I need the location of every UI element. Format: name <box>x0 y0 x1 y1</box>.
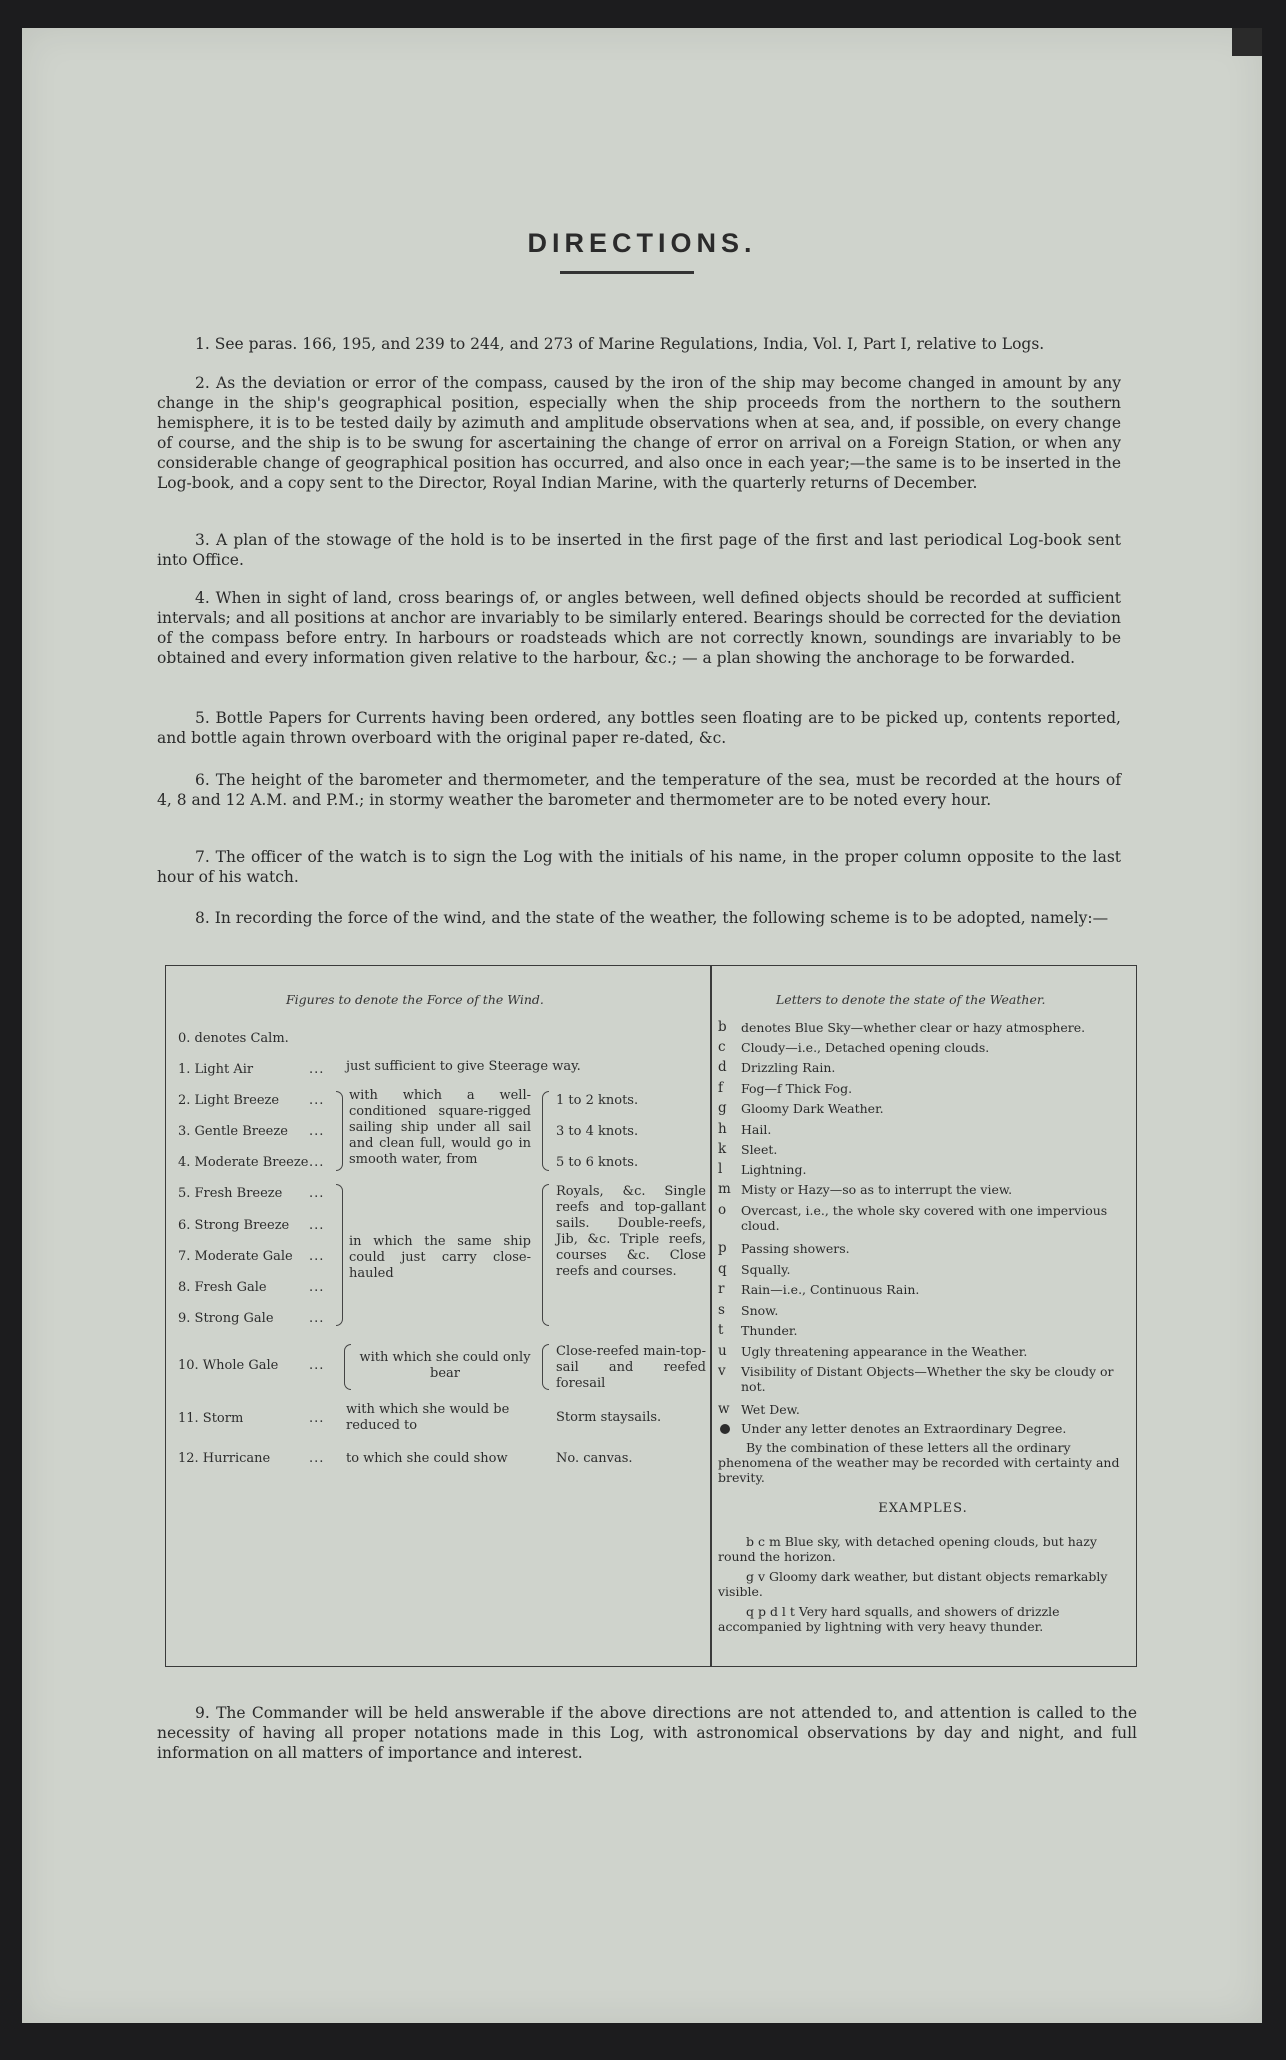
leader-dots: ... <box>309 1451 325 1466</box>
weather-letter: l <box>718 1161 723 1177</box>
leader-dots: ... <box>309 1155 325 1170</box>
weather-column-heading: Letters to denote the state of the Weather. <box>776 992 1046 1007</box>
example-1: b c m Blue sky, with detached opening clouds, but hazy round the horizon. <box>718 1534 1097 1564</box>
leader-dots: ... <box>309 1280 325 1295</box>
paragraph-3: 3. A plan of the stowage of the hold is to be inserted in the first page of the first and last periodical Log-book sent into Office. <box>157 531 1121 569</box>
sails-12: No. canvas. <box>556 1451 633 1466</box>
weather-text: Rain—i.e., Continuous Rain. <box>741 1282 920 1297</box>
filled-dot-icon <box>720 1424 730 1434</box>
paragraph-4: 4. When in sight of land, cross bearings of, or angles between, well defined objects should be recorded at sufficient intervals; and all positions at anchor are invariably to be similarly entered. Bearings should be corrected for the deviation of the compass before entry. In harbours or roadsteads which are not correctly known, soundings are invariably to be obtained and every information given relative to the harbour, &c.; — a plan showing the anchorage to be forwarded. <box>157 589 1121 667</box>
wind-row-3: 3. Gentle Breeze <box>178 1124 288 1139</box>
paragraph-6: 6. The height of the barometer and thermometer, and the temperature of the sea, must be recorded at the hours of 4, 8 and 12 A.M. and P.M.; in stormy weather the barometer and thermometer are to be noted every hour. <box>157 771 1121 809</box>
weather-text: denotes Blue Sky—whether clear or hazy atmosphere. <box>741 1020 1086 1035</box>
weather-letter: k <box>718 1141 727 1157</box>
weather-text: Cloudy—i.e., Detached opening clouds. <box>741 1040 990 1055</box>
leader-dots: ... <box>309 1062 325 1077</box>
weather-text: Squally. <box>741 1262 791 1277</box>
weather-letter: f <box>718 1080 723 1096</box>
examples-heading: EXAMPLES. <box>878 1501 968 1516</box>
weather-text: Overcast, i.e., the whole sky covered with one impervious cloud. <box>741 1203 1108 1233</box>
paragraph-2: 2. As the deviation or error of the compass, caused by the iron of the ship may become changed in amount by any change in the ship's geographical position, especially when the ship proceeds from the northern to the southern hemisphere, it is to be tested daily by azimuth and amplitude observations when at sea, and, if possible, on every change of course, and the ship is to be swung for ascertaining the change of error on arrival on a Foreign Station, or when any considerable change of geographical position has occurred, and also once in each year;—the same is to be inserted in the Log-book, and a copy sent to the Director, Royal Indian Marine, with the quarterly returns of December. <box>157 374 1121 492</box>
leader-dots: ... <box>309 1218 325 1233</box>
wind-row-9: 9. Strong Gale <box>178 1311 274 1326</box>
brace <box>542 1184 549 1326</box>
combination-note: By the combination of these letters all the ordinary phenomena of the weather may be recorded with certainty and brevity. <box>718 1440 1120 1485</box>
brace <box>344 1344 351 1390</box>
paragraph-7: 7. The officer of the watch is to sign the Log with the initials of his name, in the proper column opposite to the last hour of his watch. <box>157 848 1121 886</box>
weather-letter: s <box>718 1302 725 1318</box>
paragraph-5: 5. Bottle Papers for Currents having been ordered, any bottles seen floating are to be picked up, contents reported, and bottle again thrown overboard with the original paper re-dated, &c. <box>157 709 1121 747</box>
wind-row-7: 7. Moderate Gale <box>178 1249 293 1264</box>
leader-dots: ... <box>309 1411 325 1426</box>
brace <box>336 1184 343 1326</box>
speed-3-4: 3 to 4 knots. <box>556 1124 639 1139</box>
leader-dots: ... <box>309 1358 325 1373</box>
speed-5-6: 5 to 6 knots. <box>556 1155 639 1170</box>
page-corner-tab <box>1232 28 1262 56</box>
sails-10: Close-reefed main-top-sail and reefed foresail <box>556 1344 707 1391</box>
weather-letter: m <box>718 1181 731 1197</box>
wind-row-1: 1. Light Air <box>178 1062 254 1077</box>
example-3: q p d l t Very hard squalls, and showers of drizzle accompanied by lightning with very heavy thunder. <box>718 1604 1060 1634</box>
weather-text: Wet Dew. <box>741 1402 800 1417</box>
wind-desc-11: with which she would be reduced to <box>346 1402 510 1433</box>
weather-text: Fog—f Thick Fog. <box>741 1081 853 1096</box>
wind-column-heading: Figures to denote the Force of the Wind. <box>286 992 544 1007</box>
weather-letter: r <box>718 1281 725 1297</box>
title-underline <box>560 271 694 274</box>
wind-weather-table <box>165 965 1137 1667</box>
table-column-divider <box>710 966 712 1666</box>
weather-letter: b <box>718 1019 727 1035</box>
weather-letter: d <box>718 1059 727 1075</box>
weather-letter: p <box>718 1240 727 1256</box>
brace <box>336 1091 343 1171</box>
page-title: DIRECTIONS. <box>527 228 757 258</box>
wind-row-6: 6. Strong Breeze <box>178 1218 290 1233</box>
weather-letter: q <box>718 1261 727 1277</box>
wind-row-5: 5. Fresh Breeze <box>178 1186 283 1201</box>
weather-text: Ugly threatening appearance in the Weather. <box>741 1344 1028 1359</box>
weather-text: Lightning. <box>741 1162 807 1177</box>
wind-desc-5-9: in which the same ship could just carry close-hauled <box>349 1234 531 1281</box>
paragraph-9: 9. The Commander will be held answerable if the above directions are not attended to, and attention is called to the necessity of having all proper notations made in this Log, with astronomical observations by day and night, and full information on all matters of importance and interest. <box>157 1704 1137 1762</box>
speed-1-2: 1 to 2 knots. <box>556 1093 639 1108</box>
weather-letter: h <box>718 1121 727 1137</box>
weather-text: Under any letter denotes an Extraordinary Degree. <box>741 1421 1067 1436</box>
weather-letter: u <box>718 1343 727 1359</box>
wind-desc-1: just sufficient to give Steerage way. <box>346 1059 581 1074</box>
sails-5-9: Royals, &c. Single reefs and top-gallant sails. Double-reefs, Jib, &c. Triple reefs, courses &c. Close reefs and courses. <box>556 1184 706 1279</box>
wind-desc-10: with which she could only bear <box>359 1350 531 1381</box>
sails-11: Storm staysails. <box>556 1410 662 1425</box>
leader-dots: ... <box>309 1249 325 1264</box>
wind-desc-12: to which she could show <box>346 1451 508 1466</box>
weather-text: Misty or Hazy—so as to interrupt the view. <box>741 1182 1013 1197</box>
leader-dots: ... <box>309 1311 325 1326</box>
leader-dots: ... <box>309 1124 325 1139</box>
leader-dots: ... <box>309 1093 325 1108</box>
weather-letter: g <box>718 1100 727 1116</box>
wind-row-11: 11. Storm <box>178 1411 244 1426</box>
brace <box>542 1344 549 1390</box>
document-page <box>22 28 1262 2023</box>
wind-desc-2-4: with which a well-conditioned square-rigged sailing ship under all sail and clean full, would go in smooth water, from <box>349 1088 531 1167</box>
weather-text: Gloomy Dark Weather. <box>741 1101 884 1116</box>
weather-letter: o <box>718 1202 727 1218</box>
leader-dots: ... <box>309 1186 325 1201</box>
weather-text: Visibility of Distant Objects—Whether the sky be cloudy or not. <box>741 1364 1114 1394</box>
weather-text: Drizzling Rain. <box>741 1060 836 1075</box>
weather-text: Thunder. <box>741 1323 798 1338</box>
weather-letter: w <box>718 1401 730 1417</box>
weather-letter: v <box>718 1363 726 1379</box>
wind-row-8: 8. Fresh Gale <box>178 1280 267 1295</box>
brace <box>542 1091 549 1171</box>
wind-row-2: 2. Light Breeze <box>178 1093 280 1108</box>
wind-row-0: 0. denotes Calm. <box>178 1031 289 1046</box>
weather-letter: c <box>718 1039 726 1055</box>
weather-text: Sleet. <box>741 1142 778 1157</box>
weather-letter: t <box>718 1322 724 1338</box>
wind-row-12: 12. Hurricane <box>178 1451 271 1466</box>
weather-text: Snow. <box>741 1303 779 1318</box>
weather-text: Passing showers. <box>741 1241 850 1256</box>
wind-row-10: 10. Whole Gale <box>178 1358 279 1373</box>
paragraph-1: 1. See paras. 166, 195, and 239 to 244, and 273 of Marine Regulations, India, Vol. I, Part I, relative to Logs. <box>195 335 1045 353</box>
wind-row-4: 4. Moderate Breeze <box>178 1155 309 1170</box>
example-2: g v Gloomy dark weather, but distant objects remarkably visible. <box>718 1569 1108 1599</box>
paragraph-8: 8. In recording the force of the wind, and the state of the weather, the following scheme is to be adopted, namely:— <box>195 909 1109 927</box>
weather-text: Hail. <box>741 1122 772 1137</box>
